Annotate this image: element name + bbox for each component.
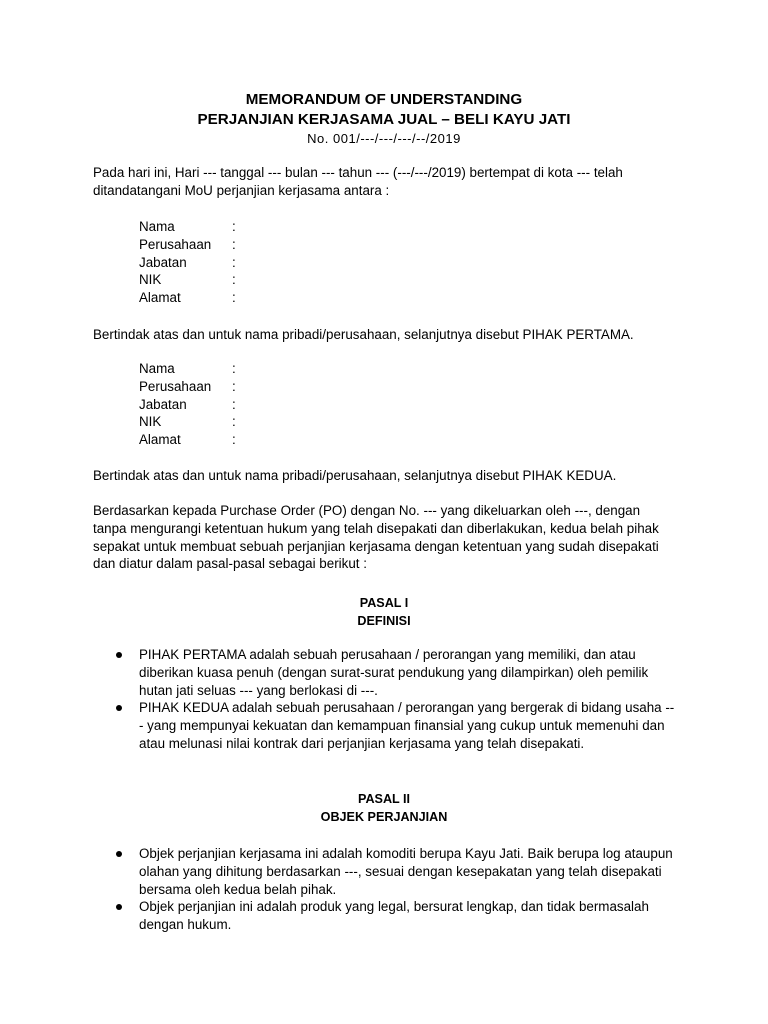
field-colon: : <box>232 414 236 430</box>
bullet-icon <box>116 705 122 711</box>
document-header <box>0 90 768 148</box>
list-item-text: PIHAK KEDUA adalah sebuah perusahaan / perorangan yang bergerak di bidang usaha --- yang mempunyai kekuatan dan kemampuan finansial yang cukup untuk memenuhi dan atau melunasi nilai kontrak dari perjanjian kerjasama yang telah disepakati. <box>139 700 675 751</box>
intro-paragraph: Pada hari ini, Hari --- tanggal --- bulan --- tahun --- (---/---/2019) bertempat di kota --- telah ditandatangani MoU perjanjian kerjasama antara : <box>93 165 623 198</box>
pasal2-list <box>93 845 678 934</box>
party2-field-nik <box>139 413 242 431</box>
field-colon: : <box>232 432 236 448</box>
basis-paragraph: Berdasarkan kepada Purchase Order (PO) dengan No. --- yang dikeluarkan oleh ---, dengan tanpa mengurangi ketentuan hukum yang telah disepakati dan diberlakukan, kedua belah pihak sepakat untuk membuat sebuah perjanjian kerjasama dengan ketentuan yang sudah disepakati dan diatur dalam pasal-pasal sebagai berikut : <box>93 503 659 572</box>
field-colon: : <box>232 290 236 306</box>
list-item <box>93 845 678 898</box>
list-item-text: Objek perjanjian ini adalah produk yang legal, bersurat lengkap, dan tidak bermasalah dengan hukum. <box>139 899 649 933</box>
document-subtitle: PERJANJIAN KERJASAMA JUAL – BELI KAYU JATI <box>197 110 571 128</box>
field-label: NIK <box>139 272 162 288</box>
list-item <box>93 699 678 752</box>
pasal2-subheading: OBJEK PERJANJIAN <box>320 810 448 824</box>
party2-field-jabatan <box>139 396 242 414</box>
party2-field-perusahaan <box>139 378 242 396</box>
field-colon: : <box>232 272 236 288</box>
party2-fields <box>139 360 242 449</box>
party1-field-alamat <box>139 289 242 307</box>
party1-field-nik <box>139 271 242 289</box>
bullet-icon <box>116 904 122 910</box>
pasal2-heading: PASAL II <box>357 792 411 806</box>
party1-field-jabatan <box>139 254 242 272</box>
field-colon: : <box>232 254 236 270</box>
party1-field-perusahaan <box>139 236 242 254</box>
list-item-text: PIHAK PERTAMA adalah sebuah perusahaan / perorangan yang memiliki, dan atau diberikan kuasa penuh (dengan surat-surat pendukung yang dilampirkan) oleh pemilik hutan jati seluas --- yang berlokasi di ---. <box>139 647 649 698</box>
party1-fields <box>139 218 242 307</box>
pasal1-heading: PASAL I <box>359 596 409 610</box>
field-label: Alamat <box>139 432 181 448</box>
field-colon: : <box>232 236 236 252</box>
pasal1-list <box>93 646 678 753</box>
list-item <box>93 898 678 934</box>
field-label: Jabatan <box>139 396 187 412</box>
bullet-icon <box>116 851 122 857</box>
field-colon: : <box>232 378 236 394</box>
list-item <box>93 646 678 699</box>
bullet-icon <box>116 652 122 658</box>
document-number: No. 001/---/---/---/--/2019 <box>307 131 461 146</box>
party1-statement: Bertindak atas dan untuk nama pribadi/perusahaan, selanjutnya disebut PIHAK PERTAMA. <box>93 327 634 342</box>
field-colon: : <box>232 361 236 376</box>
field-label: Alamat <box>139 290 181 306</box>
party2-statement: Bertindak atas dan untuk nama pribadi/perusahaan, selanjutnya disebut PIHAK KEDUA. <box>93 468 617 483</box>
field-colon: : <box>232 219 236 234</box>
party1-field-nama <box>139 218 242 236</box>
field-label: NIK <box>139 414 162 430</box>
party2-field-nama <box>139 360 242 378</box>
field-label: Perusahaan <box>139 378 212 394</box>
field-label: Nama <box>139 219 175 234</box>
field-label: Perusahaan <box>139 236 212 252</box>
document-title: MEMORANDUM OF UNDERSTANDING <box>245 91 523 108</box>
pasal1-subheading: DEFINISI <box>357 614 411 628</box>
field-colon: : <box>232 396 236 412</box>
list-item-text: Objek perjanjian kerjasama ini adalah komoditi berupa Kayu Jati. Baik berupa log ataupun olahan yang dihitung berdasarkan ---, sesuai dengan kesepakatan yang telah disepakati bersama oleh kedua belah pihak. <box>139 846 673 897</box>
party2-field-alamat <box>139 431 242 449</box>
field-label: Nama <box>139 361 175 376</box>
field-label: Jabatan <box>139 254 187 270</box>
